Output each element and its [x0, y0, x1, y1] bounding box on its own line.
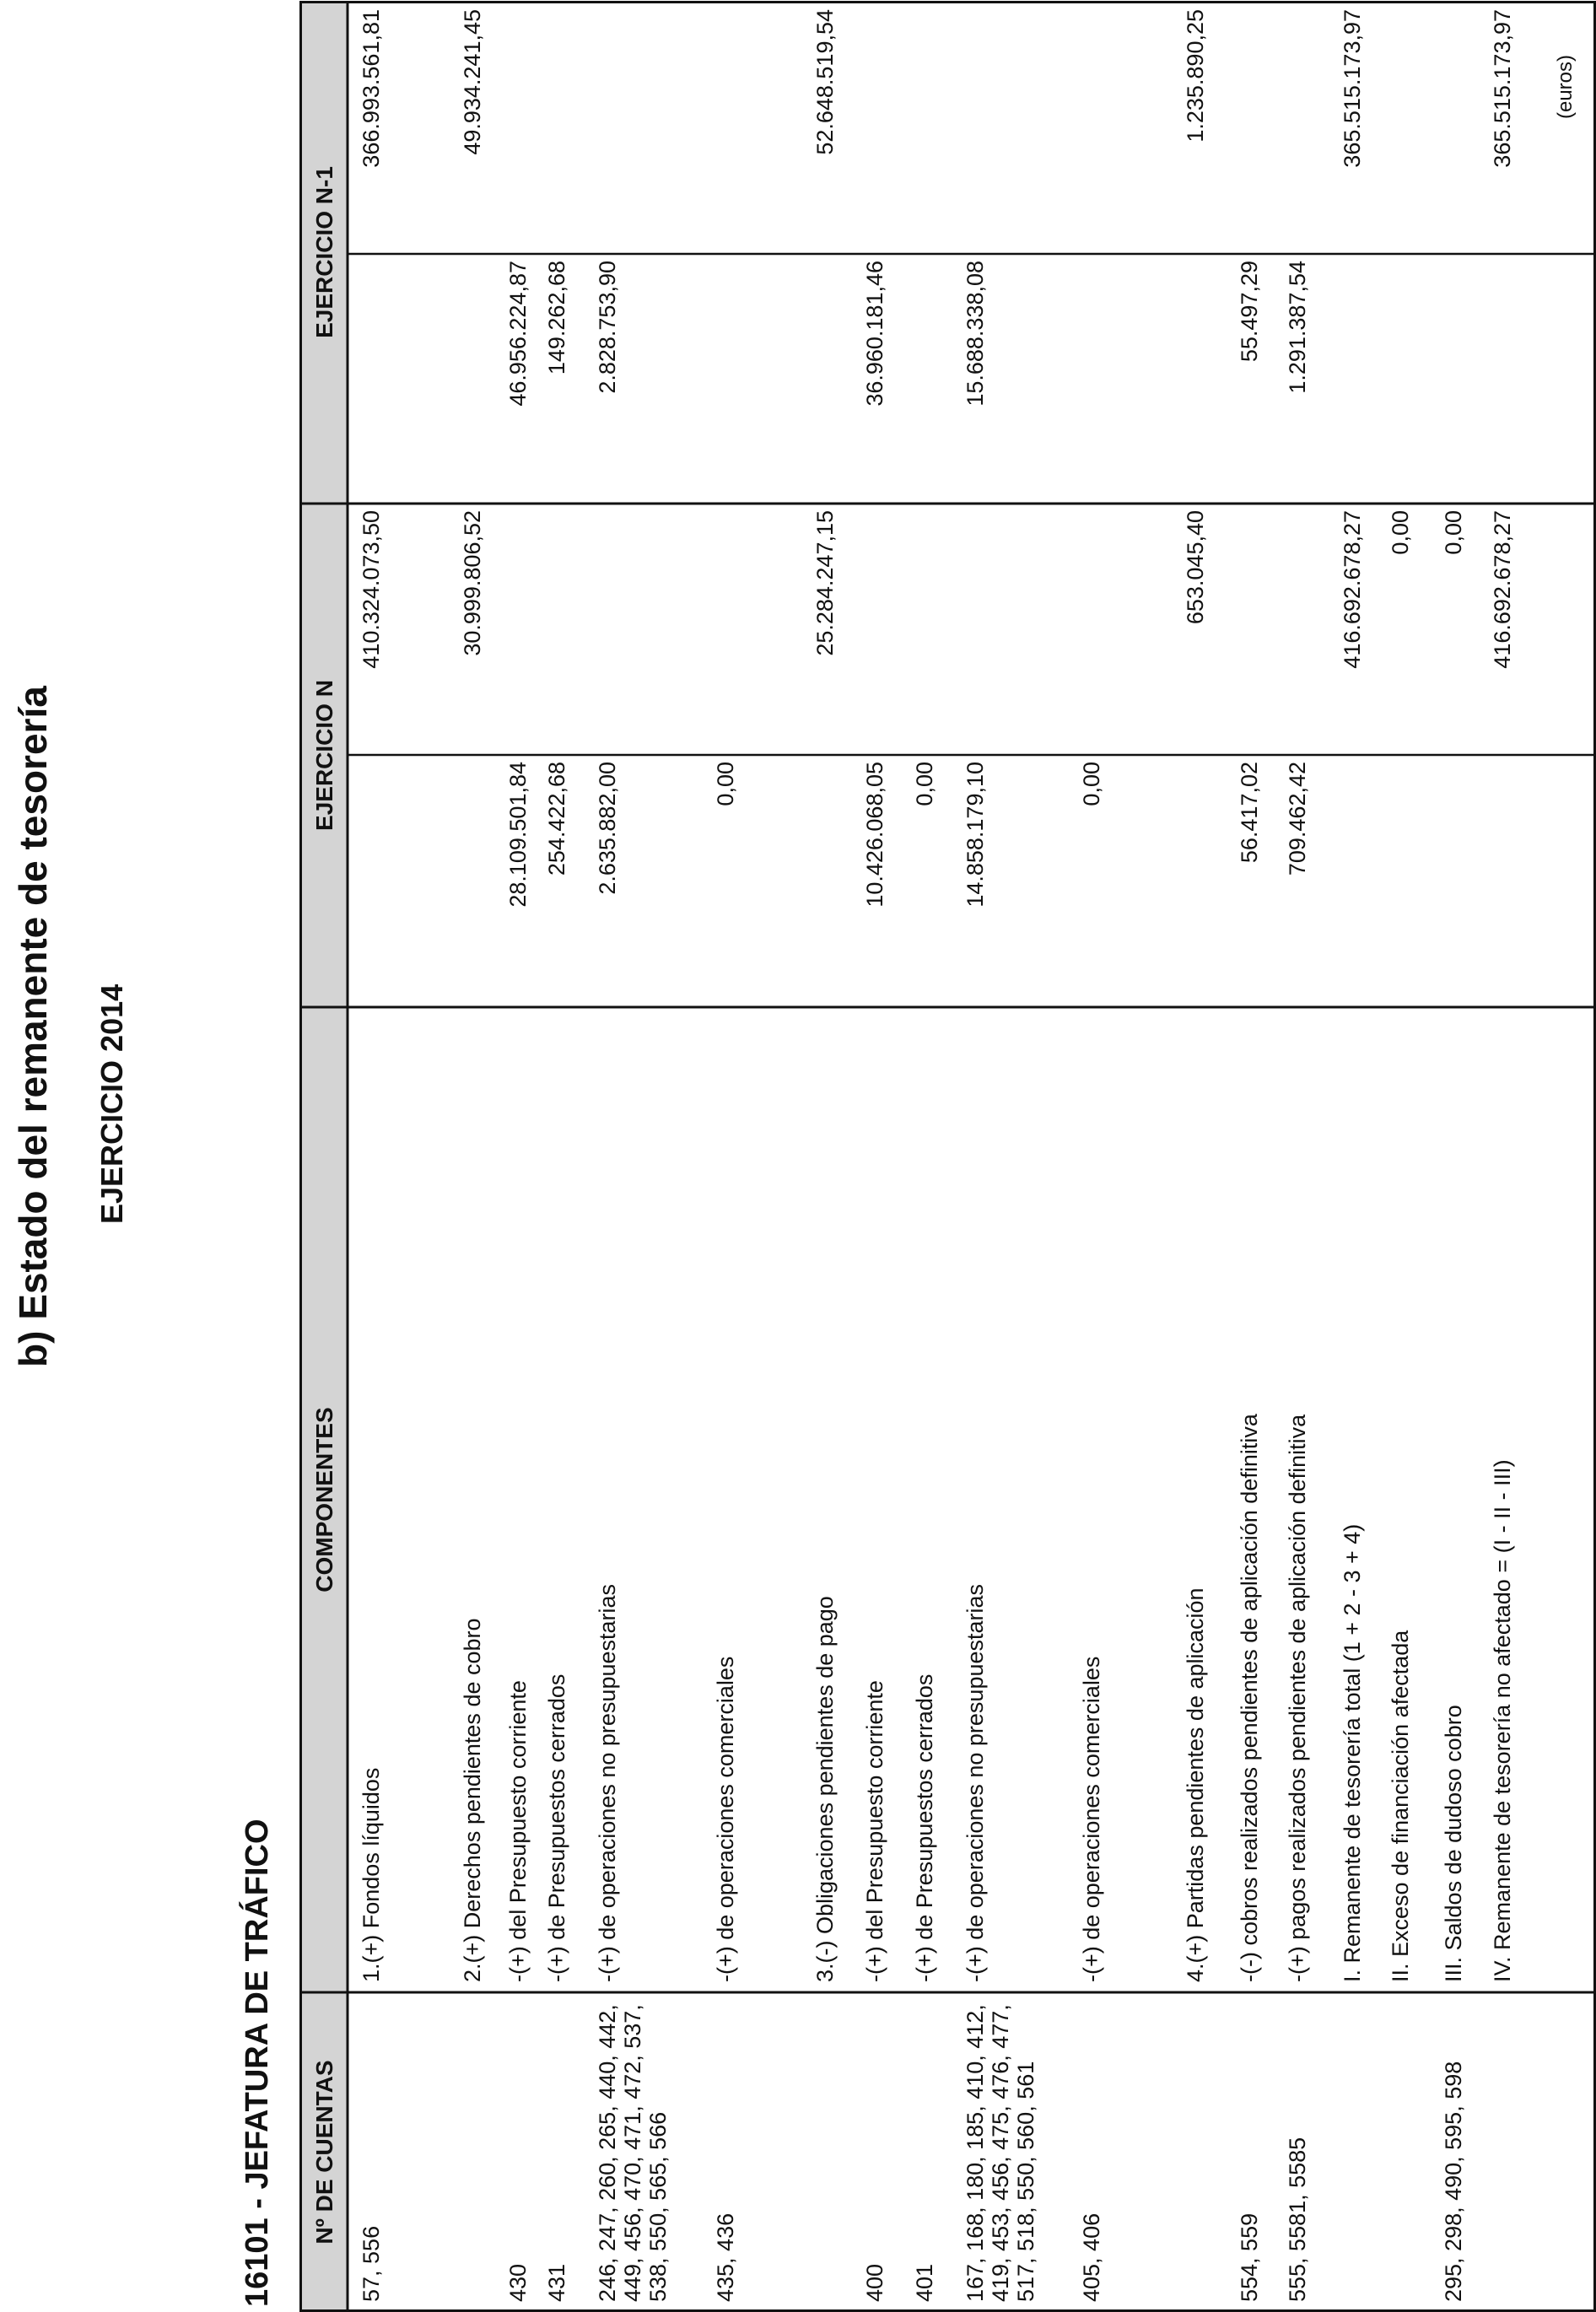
- cell-componente: 3.(-) Obligaciones pendientes de pago: [812, 1596, 838, 1982]
- cell-cuentas: 555, 5581, 5585: [1285, 2137, 1310, 2302]
- cell-cuentas: 430: [505, 2263, 531, 2302]
- col-header-cuentas: Nº DE CUENTAS: [311, 2060, 337, 2245]
- cell-ejercicio-n-detalle: 2.635.882,00: [595, 762, 620, 895]
- cell-ejercicio-n1-detalle: 55.497,29: [1237, 261, 1262, 363]
- cell-cuentas: 57, 556: [359, 2225, 384, 2302]
- cell-componente: -(+) de operaciones comerciales: [713, 1656, 738, 1982]
- col-header-ejercicio-n: EJERCICIO N: [311, 680, 337, 831]
- cell-ejercicio-n1-detalle: 2.828.753,90: [595, 261, 620, 394]
- entity-title: 16101 - JEFATURA DE TRÁFICO: [240, 1819, 275, 2307]
- cell-componente: -(+) de operaciones no presupuestarias: [962, 1583, 988, 1982]
- cell-ejercicio-n-detalle: 709.462,42: [1285, 762, 1310, 876]
- cell-cuentas: 435, 436: [713, 2212, 738, 2302]
- cell-componente: -(+) de Presupuestos cerrados: [912, 1673, 937, 1982]
- cell-ejercicio-n-detalle: 10.426.068,05: [862, 762, 887, 908]
- cell-componente: -(+) del Presupuesto corriente: [862, 1680, 887, 1982]
- cell-cuentas: 405, 406: [1079, 2212, 1104, 2302]
- cell-ejercicio-n-total: 30.999.806,52: [460, 510, 485, 656]
- cell-ejercicio-n-detalle: 0,00: [912, 762, 937, 806]
- page-title: b) Estado del remanente de tesorería: [11, 686, 55, 1367]
- cell-componente: I. Remanente de tesorería total (1 + 2 - 3 + 4): [1340, 1523, 1365, 1982]
- cell-ejercicio-n1-detalle: 149.262,68: [544, 261, 569, 375]
- cell-cuentas: 246, 247, 260, 265, 440, 442, 449, 456, 470, 471, 472, 537, 538, 550, 565, 566: [595, 2004, 671, 2302]
- col-header-ejercicio-n1: EJERCICIO N-1: [311, 166, 337, 338]
- cell-componente: -(+) del Presupuesto corriente: [505, 1680, 531, 1982]
- cell-ejercicio-n-total: 0,00: [1441, 510, 1466, 555]
- cell-componente: -(+) de operaciones no presupuestarias: [595, 1583, 620, 1982]
- remanente-table: [299, 1, 1596, 2312]
- cell-componente: III. Saldos de dudoso cobro: [1441, 1705, 1466, 1982]
- cell-ejercicio-n1-total: 365.515.173,97: [1490, 9, 1515, 168]
- cell-ejercicio-n-detalle: 254.422,68: [544, 762, 569, 876]
- cell-ejercicio-n1-total: 365.515.173,97: [1340, 9, 1365, 168]
- cell-ejercicio-n-detalle: 56.417,02: [1237, 762, 1262, 864]
- cell-cuentas: 295, 298, 490, 595, 598: [1441, 2061, 1466, 2302]
- cell-cuentas: 400: [862, 2263, 887, 2302]
- cell-ejercicio-n1-detalle: 1.291.387,54: [1285, 261, 1310, 394]
- cell-ejercicio-n-total: 416.692.678,27: [1340, 510, 1365, 669]
- cell-ejercicio-n1-total: 366.993.561,81: [359, 9, 384, 168]
- cell-ejercicio-n-detalle: 14.858.179,10: [962, 762, 988, 908]
- cell-ejercicio-n-total: 25.284.247,15: [812, 510, 838, 656]
- cell-componente: II. Exceso de financiación afectada: [1388, 1630, 1413, 1982]
- cell-cuentas: 554, 559: [1237, 2212, 1262, 2302]
- cell-componente: 2.(+) Derechos pendientes de cobro: [460, 1618, 485, 1982]
- page-subtitle: EJERCICIO 2014: [94, 984, 129, 1224]
- cell-ejercicio-n1-detalle: 15.688.338,08: [962, 261, 988, 407]
- cell-componente: IV. Remanente de tesorería no afectado = (I - II - III): [1490, 1459, 1515, 1982]
- col-header-componentes: COMPONENTES: [311, 1407, 337, 1593]
- cell-ejercicio-n-detalle: 0,00: [1079, 762, 1104, 806]
- cell-cuentas: 431: [544, 2263, 569, 2302]
- cell-cuentas: 167, 168, 180, 185, 410, 412, 419, 453, 456, 475, 476, 477, 517, 518, 550, 560, 561: [962, 2004, 1038, 2302]
- cell-ejercicio-n-total: 0,00: [1388, 510, 1413, 555]
- cell-componente: -(+) de Presupuestos cerrados: [544, 1673, 569, 1982]
- cell-componente: -(-) cobros realizados pendientes de aplicación definitiva: [1237, 1414, 1262, 1982]
- cell-ejercicio-n-detalle: 0,00: [713, 762, 738, 806]
- cell-componente: 4.(+) Partidas pendientes de aplicación: [1183, 1587, 1208, 1982]
- cell-componente: -(+) pagos realizados pendientes de aplicación definitiva: [1285, 1414, 1310, 1982]
- cell-ejercicio-n1-detalle: 36.960.181,46: [862, 261, 887, 407]
- units-label: (euros): [1554, 54, 1577, 119]
- cell-componente: 1.(+) Fondos líquidos: [359, 1767, 384, 1982]
- cell-componente: -(+) de operaciones comerciales: [1079, 1656, 1104, 1982]
- cell-ejercicio-n1-total: 52.648.519,54: [812, 9, 838, 155]
- cell-ejercicio-n-total: 653.045,40: [1183, 510, 1208, 625]
- cell-ejercicio-n-total: 416.692.678,27: [1490, 510, 1515, 669]
- cell-ejercicio-n-detalle: 28.109.501,84: [505, 762, 531, 908]
- cell-ejercicio-n1-total: 1.235.890,25: [1183, 9, 1208, 143]
- cell-cuentas: 401: [912, 2263, 937, 2302]
- cell-ejercicio-n1-total: 49.934.241,45: [460, 9, 485, 155]
- cell-ejercicio-n-total: 410.324.073,50: [359, 510, 384, 669]
- cell-ejercicio-n1-detalle: 46.956.224,87: [505, 261, 531, 407]
